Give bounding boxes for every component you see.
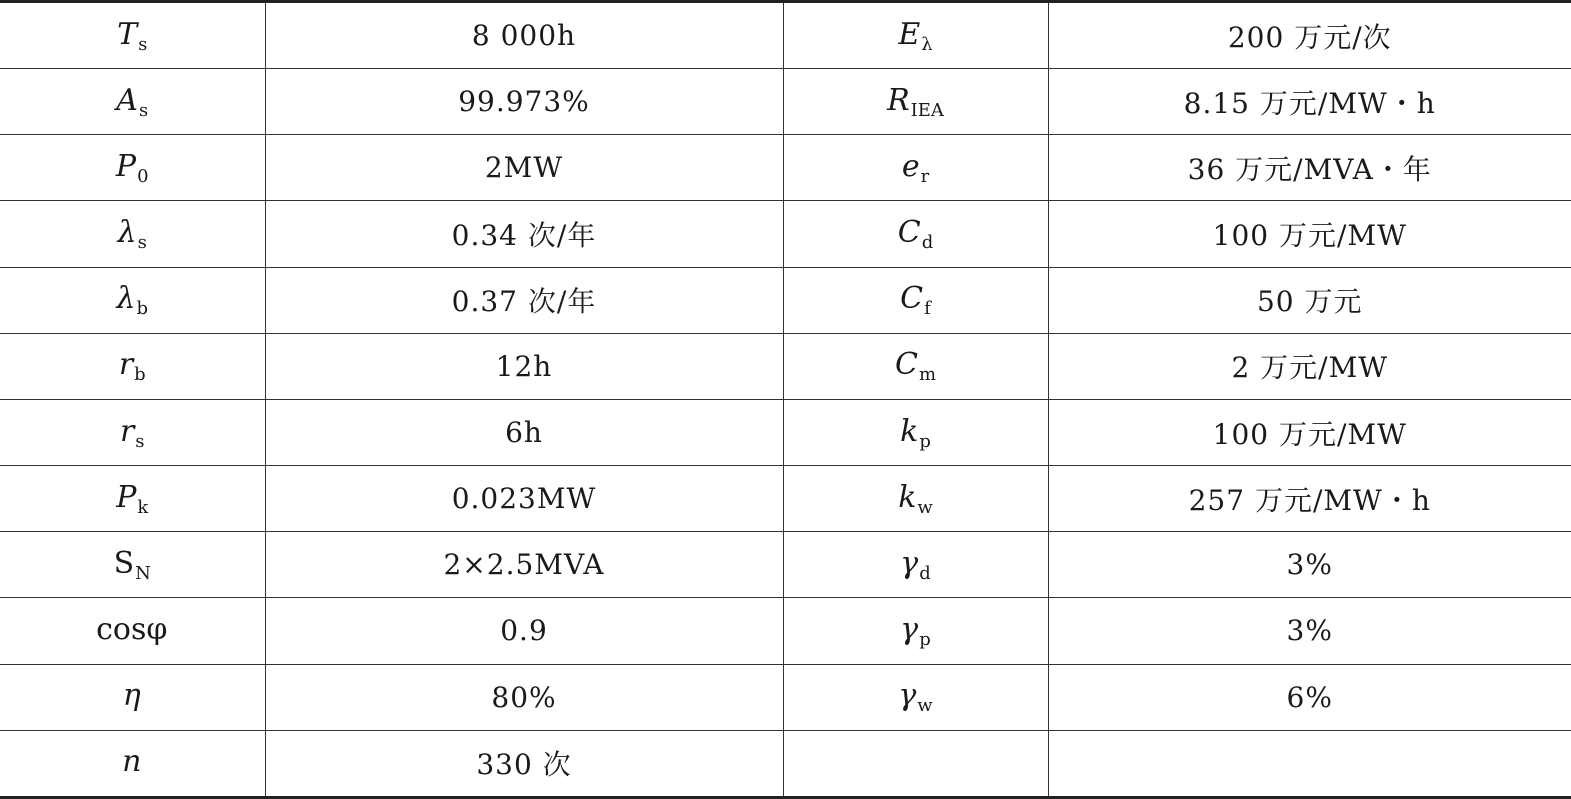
left-symbol-cell [0, 399, 265, 465]
subscript: m [918, 364, 937, 386]
symbol: C [897, 215, 921, 251]
table-row [0, 399, 1571, 465]
left-value-cell [265, 135, 783, 201]
subscript: w [917, 496, 933, 518]
right-symbol-cell [783, 598, 1048, 664]
value: 80% [491, 680, 557, 714]
symbol: E [898, 16, 921, 52]
right-value-cell [1048, 664, 1571, 730]
value: 0.023MW [451, 482, 597, 516]
subscript: 0 [137, 165, 149, 187]
value: 200 万元/次 [1227, 20, 1392, 54]
symbol: λ [116, 281, 136, 317]
subscript: p [919, 430, 931, 452]
left-symbol-cell [0, 135, 265, 201]
symbol: T [117, 16, 138, 52]
subscript: N [135, 562, 151, 584]
subscript: b [134, 364, 146, 386]
symbol: P [116, 479, 137, 515]
left-value-cell [265, 201, 783, 267]
symbol: γ [900, 611, 919, 647]
value: 12h [495, 349, 553, 383]
table-row [0, 730, 1571, 797]
symbol: cosφ [96, 611, 168, 647]
right-symbol-cell [783, 69, 1048, 135]
subscript: d [921, 232, 934, 254]
right-symbol-cell [783, 466, 1048, 532]
left-value-cell [265, 664, 783, 730]
left-symbol-cell [0, 664, 265, 730]
left-symbol-cell [0, 333, 265, 399]
value: 0.34 次/年 [451, 219, 597, 253]
table-row [0, 532, 1571, 598]
subscript: w [917, 695, 933, 717]
table-row [0, 135, 1571, 201]
left-symbol-cell [0, 2, 265, 69]
left-value-cell [265, 466, 783, 532]
left-symbol-cell [0, 598, 265, 664]
right-value-cell [1048, 466, 1571, 532]
table-row [0, 598, 1571, 664]
symbol: n [122, 744, 142, 780]
symbol: C [900, 281, 924, 317]
table-row [0, 333, 1571, 399]
right-symbol-cell [783, 267, 1048, 333]
right-symbol-cell [783, 2, 1048, 69]
left-symbol-cell [0, 267, 265, 333]
right-value-cell [1048, 598, 1571, 664]
right-value-cell [1048, 2, 1571, 69]
left-value-cell [265, 69, 783, 135]
value: 6h [505, 416, 543, 450]
symbol: r [119, 413, 135, 449]
table-row [0, 267, 1571, 333]
table-row [0, 466, 1571, 532]
subscript: r [920, 165, 930, 187]
subscript: k [137, 496, 149, 518]
value: 2×2.5MVA [443, 548, 605, 582]
symbol: e [901, 148, 920, 184]
symbol: S [113, 545, 135, 581]
symbol: k [900, 413, 919, 449]
subscript: λ [921, 33, 933, 55]
right-value-cell [1048, 267, 1571, 333]
left-value-cell [265, 532, 783, 598]
left-symbol-cell [0, 201, 265, 267]
value: 99.973% [458, 85, 590, 119]
value: 3% [1286, 548, 1333, 582]
left-value-cell [265, 267, 783, 333]
subscript: s [137, 232, 147, 254]
symbol: γ [900, 545, 919, 581]
subscript: d [919, 562, 931, 584]
right-value-cell [1048, 201, 1571, 267]
symbol: k [898, 479, 917, 515]
symbol: γ [898, 678, 917, 714]
subscript: p [919, 628, 931, 650]
left-symbol-cell [0, 730, 265, 797]
right-value-cell [1048, 333, 1571, 399]
right-symbol-cell [783, 730, 1048, 797]
right-symbol-cell [783, 135, 1048, 201]
table-row [0, 2, 1571, 69]
right-symbol-cell [783, 532, 1048, 598]
value: 330 次 [476, 748, 572, 782]
left-symbol-cell [0, 466, 265, 532]
symbol: P [115, 148, 137, 184]
symbol: r [118, 347, 134, 383]
subscript: IEA [910, 99, 944, 121]
subscript: s [138, 33, 148, 55]
right-value-cell [1048, 135, 1571, 201]
symbol: C [894, 347, 918, 383]
symbol: η [122, 678, 141, 714]
symbol: λ [117, 215, 137, 251]
left-symbol-cell [0, 69, 265, 135]
right-value-cell [1048, 532, 1571, 598]
value: 50 万元 [1256, 285, 1363, 319]
value: 6% [1286, 680, 1333, 714]
subscript: s [138, 99, 149, 121]
value: 0.37 次/年 [451, 285, 597, 319]
subscript: f [924, 298, 931, 320]
value: 100 万元/MW [1212, 417, 1407, 451]
left-value-cell [265, 598, 783, 664]
right-symbol-cell [783, 664, 1048, 730]
right-symbol-cell [783, 399, 1048, 465]
left-value-cell [265, 2, 783, 69]
value: 0.9 [500, 614, 548, 648]
left-value-cell [265, 399, 783, 465]
symbol: R [887, 82, 910, 118]
table-row [0, 201, 1571, 267]
right-symbol-cell [783, 333, 1048, 399]
symbol: A [116, 82, 138, 118]
value: 257 万元/MW・h [1188, 483, 1431, 517]
right-value-cell [1048, 399, 1571, 465]
right-value-cell [1048, 69, 1571, 135]
subscript: b [136, 298, 149, 320]
table-row [0, 69, 1571, 135]
value: 2MW [484, 151, 564, 185]
subscript: s [135, 430, 145, 452]
right-symbol-cell [783, 201, 1048, 267]
value: 8 000h [471, 19, 577, 53]
value: 36 万元/MVA・年 [1187, 152, 1432, 186]
value: 8.15 万元/MW・h [1183, 86, 1436, 120]
left-value-cell [265, 333, 783, 399]
table-row [0, 664, 1571, 730]
right-value-cell [1048, 730, 1571, 797]
left-value-cell [265, 730, 783, 797]
value: 3% [1286, 614, 1333, 648]
value: 2 万元/MW [1231, 351, 1389, 385]
left-symbol-cell [0, 532, 265, 598]
value: 100 万元/MW [1212, 219, 1407, 253]
